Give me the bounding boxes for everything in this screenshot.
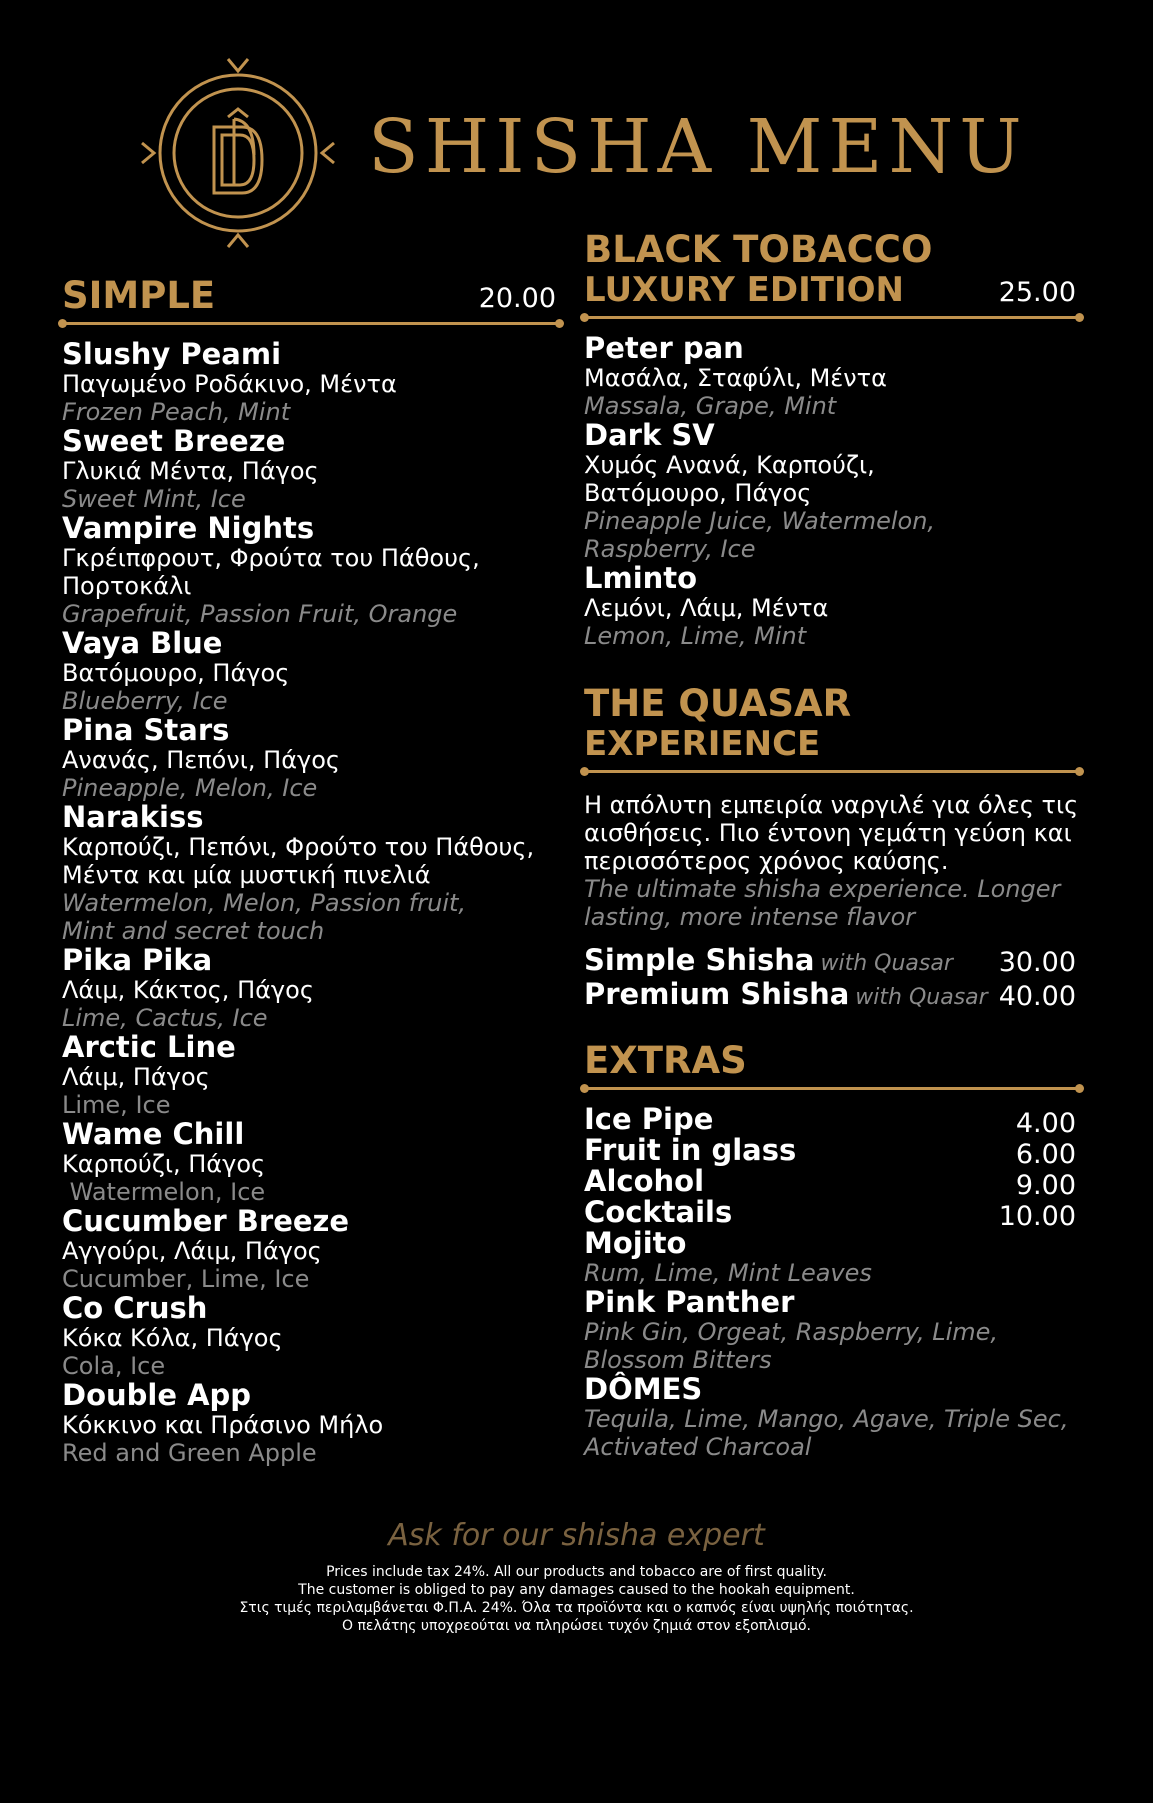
quasar-header <box>584 684 1080 764</box>
menu-item <box>62 1206 560 1293</box>
quasar-section <box>584 684 1080 1013</box>
item-desc-en: Blueberry, Ice <box>62 687 228 715</box>
item-desc-en: Massala, Grape, Mint <box>584 392 837 420</box>
item-desc-gr: Καρπούζι, Πεπόνι, Φρούτο του Πάθους, <box>62 833 535 861</box>
menu-item <box>62 513 560 628</box>
item-desc-en: Watermelon, Ice <box>62 1178 266 1206</box>
divider <box>584 770 1080 773</box>
item-price: 6.00 <box>1015 1139 1076 1170</box>
item-desc-gr: Βατόμουρο, Πάγος <box>584 479 812 507</box>
section-price: 25.00 <box>998 277 1076 308</box>
item-desc-gr: Γλυκιά Μέντα, Πάγος <box>62 457 319 485</box>
item-name: Cocktails <box>584 1195 733 1229</box>
expert-note: Ask for our shisha expert <box>388 1518 765 1553</box>
item-desc-en: Cucumber, Lime, Ice <box>62 1265 310 1293</box>
footer-note: Prices include tax 24%. All our products and tobacco are of first quality. <box>326 1564 827 1580</box>
menu-item <box>62 715 560 802</box>
menu-item <box>62 945 560 1032</box>
item-name: Vampire Nights <box>62 511 315 545</box>
menu-item <box>584 563 1080 650</box>
item-desc-gr: Μασάλα, Σταφύλι, Μέντα <box>584 364 887 392</box>
item-desc-gr: Γκρέιπφρουτ, Φρούτα του Πάθους, <box>62 544 480 572</box>
cocktail-item <box>584 1287 1080 1374</box>
item-desc-en: Lime, Ice <box>62 1091 171 1119</box>
item-name: Fruit in glass <box>584 1133 797 1167</box>
desc-line: περισσότερος χρόνος καύσης. <box>584 847 949 875</box>
item-desc-en: Grapefruit, Passion Fruit, Orange <box>62 600 458 628</box>
menu-item <box>584 420 1080 563</box>
desc-line: αισθήσεις. Πιο έντονη γεμάτη γεύση και <box>584 819 1072 847</box>
item-desc-en: Mint and secret touch <box>62 917 325 945</box>
menu-footer <box>0 1518 1153 1635</box>
item-name: Peter pan <box>584 331 744 365</box>
item-name: Dark SV <box>584 418 715 452</box>
item-desc-gr: Χυμός Ανανά, Καρπούζι, <box>584 451 875 479</box>
section-title: SIMPLE <box>62 274 216 317</box>
item-name: Alcohol <box>584 1164 705 1198</box>
item-desc-en: Sweet Mint, Ice <box>62 485 246 513</box>
option-name: Premium Shisha <box>584 977 850 1011</box>
item-name: Pika Pika <box>62 943 213 977</box>
item-desc-en: Pineapple, Melon, Ice <box>62 774 318 802</box>
item-name: Sweet Breeze <box>62 424 286 458</box>
right-column <box>584 230 1080 1461</box>
item-price: 9.00 <box>1015 1170 1076 1201</box>
menu-item <box>62 1293 560 1380</box>
item-name: Slushy Peami <box>62 337 282 371</box>
item-desc-gr: Λεμόνι, Λάιμ, Μέντα <box>584 594 829 622</box>
footer-note: Ο πελάτης υποχρεούται να πληρώσει τυχόν ζημιά στον εξοπλισμό. <box>341 1618 811 1634</box>
item-desc-gr: Παγωμένο Ροδάκινο, Μέντα <box>62 370 397 398</box>
simple-items <box>62 339 560 1467</box>
menu-header <box>0 0 1153 250</box>
item-desc-en: Rum, Lime, Mint Leaves <box>584 1259 872 1287</box>
item-name: Pina Stars <box>62 713 230 747</box>
item-name: Mojito <box>584 1226 687 1260</box>
price-row <box>584 945 1080 979</box>
item-desc-gr: Λάιμ, Κάκτος, Πάγος <box>62 976 314 1004</box>
simple-header <box>62 276 560 316</box>
price-row <box>584 1133 1080 1170</box>
option-note: with Quasar <box>820 951 953 976</box>
menu-item <box>62 1119 560 1206</box>
section-title: THE QUASAR <box>584 682 852 725</box>
dome-monogram-icon <box>138 55 338 255</box>
item-desc-gr: Καρπούζι, Πάγος <box>62 1150 266 1178</box>
item-name: Vaya Blue <box>62 626 223 660</box>
item-desc-en: Tequila, Lime, Mango, Agave, Triple Sec, <box>584 1405 1069 1433</box>
item-desc-en: Cola, Ice <box>62 1352 166 1380</box>
menu-item <box>62 1032 560 1119</box>
desc-line-en: lasting, more intense flavor <box>584 903 916 931</box>
desc-line: Η απόλυτη εμπειρία ναργιλέ για όλες τις <box>584 791 1079 819</box>
extras-section <box>584 1041 1080 1461</box>
section-subtitle: EXPERIENCE <box>584 724 821 764</box>
item-desc-en: Lime, Cactus, Ice <box>62 1004 268 1032</box>
menu-item <box>584 333 1080 420</box>
black-tobacco-section <box>584 230 1080 650</box>
divider <box>584 1087 1080 1090</box>
section-title: BLACK TOBACCO <box>584 228 933 271</box>
item-desc-gr: Αγγούρι, Λάιμ, Πάγος <box>62 1237 322 1265</box>
item-desc-en: Activated Charcoal <box>584 1433 812 1461</box>
item-desc-en: Red and Green Apple <box>62 1439 317 1467</box>
section-price: 20.00 <box>478 283 556 314</box>
black-items <box>584 333 1080 650</box>
item-desc-gr: Μέντα και μία μυστική πινελιά <box>62 861 431 889</box>
item-desc-en: Raspberry, Ice <box>584 535 756 563</box>
item-desc-gr: Κόκα Κόλα, Πάγος <box>62 1324 283 1352</box>
item-name: DÔMES <box>584 1372 703 1406</box>
item-desc-gr: Πορτοκάλι <box>62 572 192 600</box>
item-name: Ice Pipe <box>584 1102 714 1136</box>
price-row <box>584 1195 1080 1232</box>
footer-note: Στις τιμές περιλαμβάνεται Φ.Π.Α. 24%. Όλα τα προϊόντα και ο καπνός είναι υψηλής ποιότητας. <box>239 1600 914 1616</box>
item-name: Arctic Line <box>62 1030 236 1064</box>
item-name: Narakiss <box>62 800 204 834</box>
menu-item <box>62 1380 560 1467</box>
quasar-description <box>584 791 1080 931</box>
quasar-options <box>584 945 1080 1013</box>
item-name: Pink Panther <box>584 1285 795 1319</box>
item-desc-en: Blossom Bitters <box>584 1346 772 1374</box>
item-name: Double App <box>62 1378 252 1412</box>
item-desc-en: Frozen Peach, Mint <box>62 398 291 426</box>
option-note: with Quasar <box>855 985 988 1010</box>
menu-item <box>62 802 560 945</box>
option-name: Simple Shisha <box>584 943 815 977</box>
divider <box>62 322 560 325</box>
cocktail-item <box>584 1228 1080 1287</box>
section-title: EXTRAS <box>584 1039 747 1082</box>
item-name: Co Crush <box>62 1291 208 1325</box>
section-subtitle: LUXURY EDITION <box>584 270 904 310</box>
simple-section <box>62 276 560 1467</box>
black-tobacco-header <box>584 230 1080 310</box>
item-price: 10.00 <box>998 1201 1076 1232</box>
item-desc-en: Pineapple Juice, Watermelon, <box>584 507 936 535</box>
item-desc-gr: Βατόμουρο, Πάγος <box>62 659 290 687</box>
menu-title: SHISHA MENU <box>368 104 1028 190</box>
cocktail-item <box>584 1374 1080 1461</box>
item-desc-gr: Ανανάς, Πεπόνι, Πάγος <box>62 746 340 774</box>
item-desc-en: Pink Gin, Orgeat, Raspberry, Lime, <box>584 1318 999 1346</box>
price-row <box>584 1164 1080 1201</box>
extras-header <box>584 1041 1080 1081</box>
extras-items <box>584 1104 1080 1461</box>
item-desc-en: Watermelon, Melon, Passion fruit, <box>62 889 467 917</box>
price-row <box>584 1102 1080 1139</box>
item-name: Cucumber Breeze <box>62 1204 350 1238</box>
item-desc-en: Lemon, Lime, Mint <box>584 622 807 650</box>
item-name: Wame Chill <box>62 1117 245 1151</box>
divider <box>584 316 1080 319</box>
item-desc-gr: Κόκκινο και Πράσινο Μήλο <box>62 1411 384 1439</box>
menu-item <box>62 426 560 513</box>
item-price: 4.00 <box>1015 1108 1076 1139</box>
option-price: 40.00 <box>998 981 1076 1012</box>
menu-item <box>62 339 560 426</box>
price-row <box>584 979 1080 1013</box>
item-desc-gr: Λάιμ, Πάγος <box>62 1063 210 1091</box>
footer-note: The customer is obliged to pay any damages caused to the hookah equipment. <box>298 1582 855 1598</box>
desc-line-en: The ultimate shisha experience. Longer <box>584 875 1061 903</box>
menu-item <box>62 628 560 715</box>
item-name: Lminto <box>584 561 698 595</box>
option-price: 30.00 <box>998 947 1076 978</box>
